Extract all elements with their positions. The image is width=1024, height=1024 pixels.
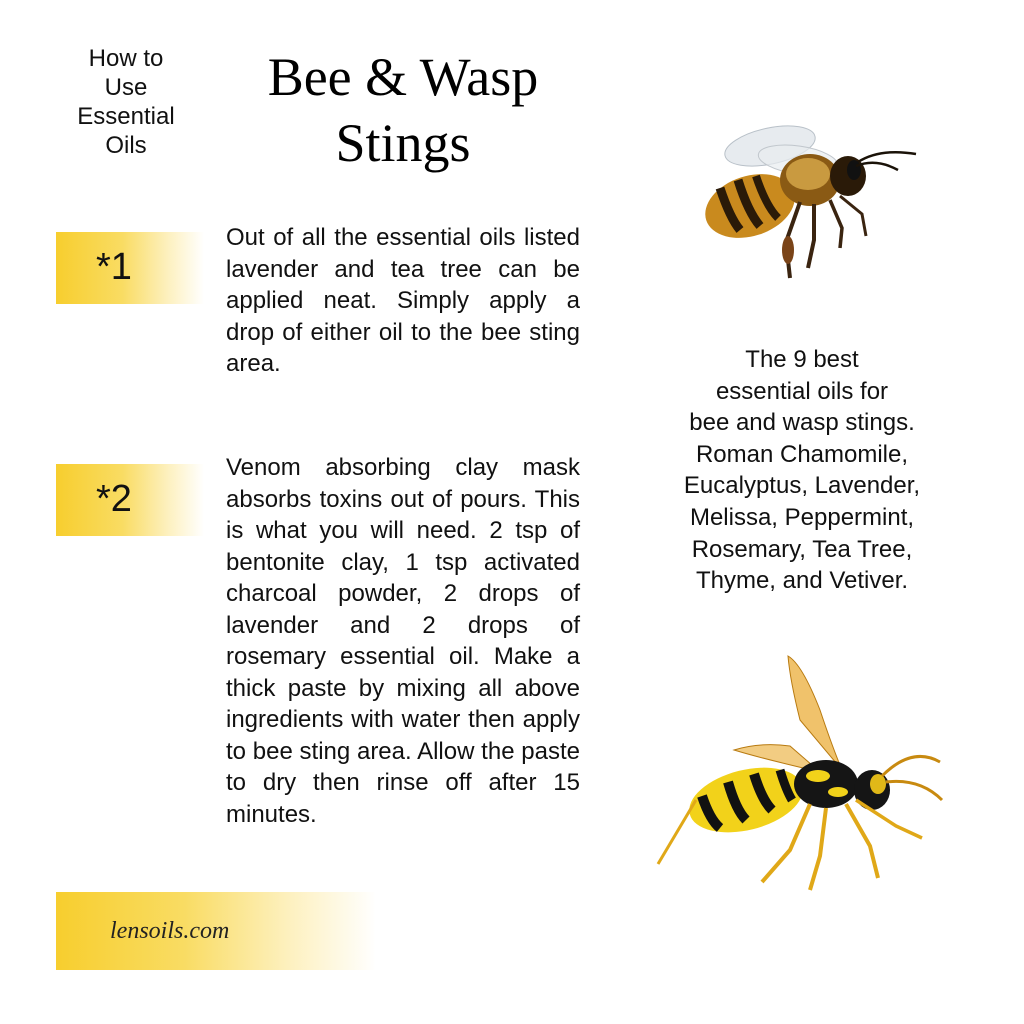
how-to-label [62,44,190,160]
step-2-number: *2 [96,478,132,520]
how-to-line: Oils [105,132,147,159]
step-1-number: *1 [96,246,132,288]
step-2-badge [56,464,204,536]
best-oils-line: Roman Chamomile, [695,440,909,468]
step-1-badge [56,232,204,304]
footer-banner [56,892,376,970]
title-line: Bee & Wasp [267,47,539,107]
title-line: Stings [335,113,471,173]
best-oils-list [656,344,948,597]
how-to-line: Essential [77,103,175,130]
best-oils-line: The 9 best [745,346,859,373]
step-2-text: Venom absorbing clay mask absorbs toxins out of pours. This is what you will need. 2 tsp of bentonite clay, 1 tsp activated charcoal powder, 2 drops of lavender and 2 drops of rosemary essential oil. Make a thick paste by mixing all above ingredients with water then apply to bee sting area. Allow the paste to dry then rinse off after 15 minutes. [226,454,580,828]
best-oils-line: Melissa, Peppermint, [689,503,915,531]
best-oils-line: Thyme, and Vetiver. [695,567,909,595]
best-oils-line: Eucalyptus, Lavender, [683,472,921,500]
step-1-text: Out of all the essential oils listed lavender and tea tree can be applied neat. Simply apply a drop of either oil to the bee sting area. [226,224,580,377]
site-link[interactable]: lensoils.com [110,918,230,944]
wasp-image [650,650,950,895]
how-to-line: Use [104,74,148,101]
page-title [228,44,578,176]
best-oils-line: essential oils for [715,377,889,405]
best-oils-line: bee and wasp stings. [689,409,915,437]
how-to-line: How to [88,45,164,72]
honeybee-image [690,118,930,298]
best-oils-line: Rosemary, Tea Tree, [691,535,913,563]
